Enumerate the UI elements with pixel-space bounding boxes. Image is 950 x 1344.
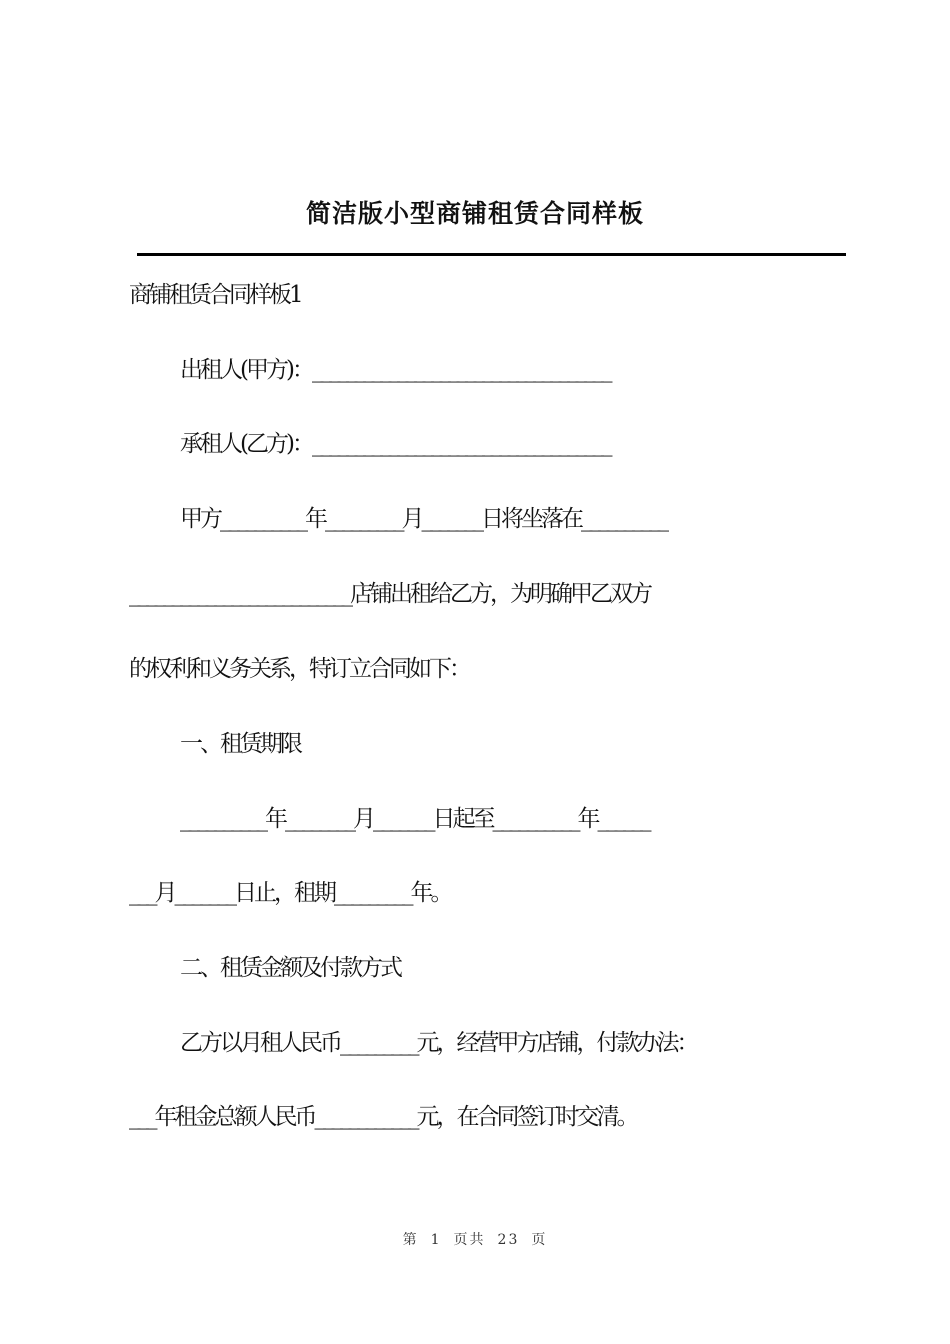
title-divider [137, 253, 846, 256]
paragraph-line: ___年租金总额人民币____________元，在合同签订时交清。 [129, 1104, 637, 1130]
section-heading: 商铺租赁合同样板1 [129, 282, 301, 308]
paragraph-line: 的权利和义务关系，特订立合同如下： [129, 656, 469, 682]
clause-heading: 一、租赁期限 [180, 731, 300, 757]
document-title: 简洁版小型商铺租赁合同样板 [305, 199, 644, 228]
lessee-line: 承租人(乙方)：___________________________________ [180, 431, 610, 457]
paragraph-line: __________________________店铺出租给乙方，为明确甲乙双方 [129, 581, 650, 607]
footer-page-number: 1 [430, 1232, 442, 1248]
paragraph-line: 乙方以月租人民币_________元，经营甲方店铺，付款办法： [180, 1030, 697, 1056]
paragraph-line: __________年________月_______日起至__________年______ [180, 806, 649, 832]
footer-total-pages: 23 [497, 1232, 520, 1248]
footer-page-of-word: 页共 [453, 1232, 486, 1248]
clause-heading: 二、租赁金额及付款方式 [180, 955, 400, 981]
footer-page-word: 第 [402, 1232, 419, 1248]
page-footer [0, 1229, 950, 1249]
lessor-line: 出租人(甲方)：___________________________________ [180, 357, 610, 383]
paragraph-line: 甲方__________年_________月_______日将坐落在__________ [180, 506, 666, 532]
footer-page-suffix: 页 [531, 1232, 548, 1248]
paragraph-line: ___月_______日止，租期_________年。 [129, 880, 451, 906]
